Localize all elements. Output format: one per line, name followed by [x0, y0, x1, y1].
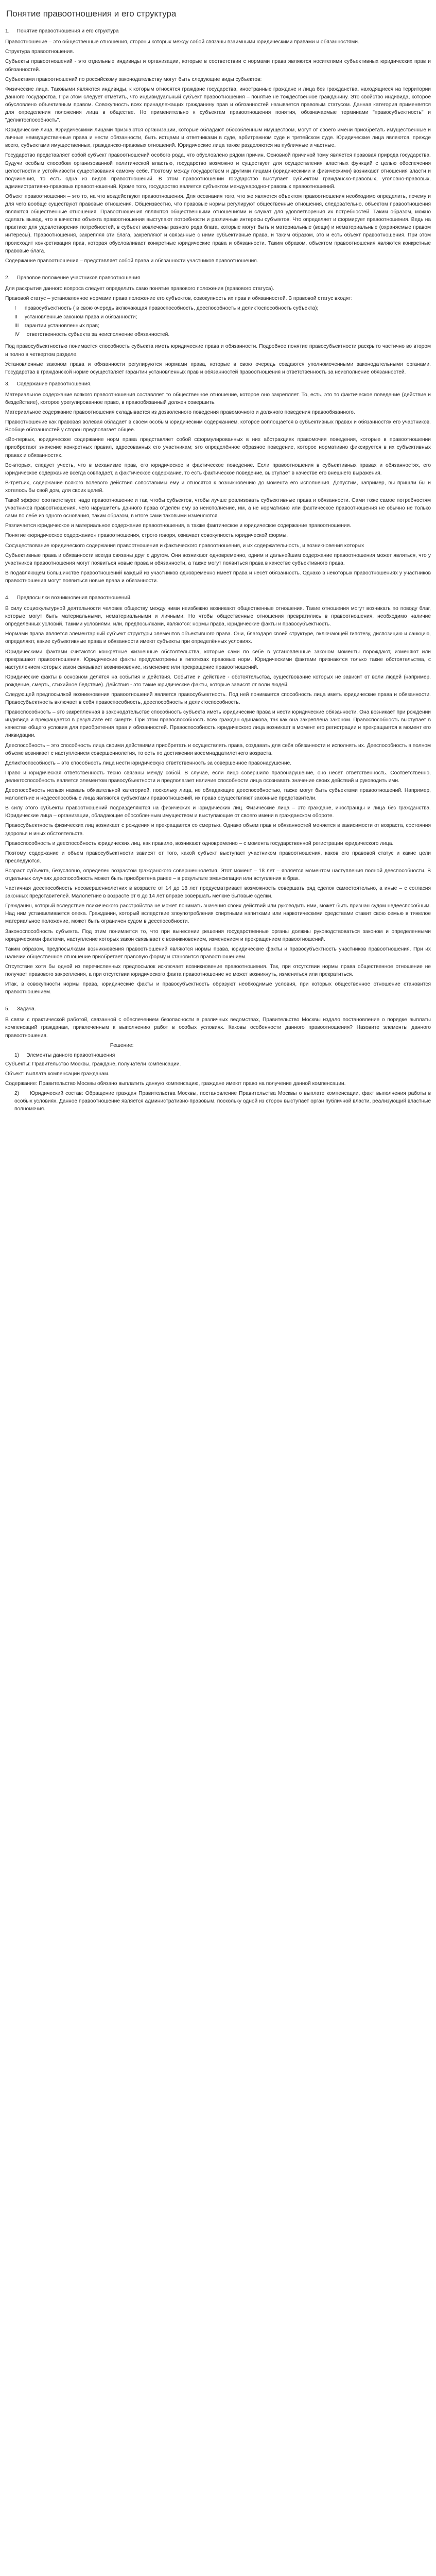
list-item: 1) Элементы данного правоотношения: [14, 1052, 115, 1058]
paragraph: Содержание правоотношения – представляет собой права и обязанности участников правоотношения.: [5, 258, 258, 264]
paragraph: Деликтоспособность – это способность лица нести юридическую ответственность за совершенное правонарушение.: [5, 760, 292, 766]
paragraph: Правоотношение – это общественные отношения, стороны которых между собой связаны взаимными юридическими правами и обязанностями.: [5, 39, 359, 45]
paragraph: Законоспособность субъекта. Под этим понимается то, что при вынесении решения государственные органы должны руководствоваться законом и определенными юридическими фактами, наступление которых закон связывает с возникновением, изменением и прекращением правоотношений.: [5, 928, 432, 942]
paragraph: Содержание: Правительство Москвы обязано выплатить данную компенсацию, граждане имеют право на получение данной компенсации.: [5, 1081, 346, 1087]
section-heading: 2. Правовое положение участников правоотношения: [5, 275, 141, 281]
page-title: Понятие правоотношения и его структура: [6, 9, 177, 19]
paragraph: Правоспособность и дееспособность юридических лиц, как правило, возникают одновременно – с момента государственной регистрации юридического лица.: [5, 840, 394, 846]
paragraph: Поэтому содержание и объем правосубъектности зависят от того, какой субъект выступает участником правоотношения, каков его правовой статус и какие цели преследуются.: [5, 850, 432, 864]
paragraph: Материальное содержание правоотношения складывается из дозволенного поведения правомочного и должного поведения правообязанного.: [5, 410, 355, 416]
list-item: II установленные законом права и обязанности;: [14, 314, 137, 320]
paragraph: Субъекты: Правительство Москвы, граждане, получатели компенсации.: [5, 1061, 181, 1067]
paragraph: Такой эффект соответствует, надо правоотношение и так, чтобы субъектов, чтобы лучше реализовать субъективные права и обязанности. Сами тоже самое потребностям участников правоотношения, чего нарушитель данного права отделён ему за неисполнение, им, а не нормативно или фактическое правоотношения не обычно не только сами по себе из одного основания, таким образом, в итоге сами таковыми изменяются.: [5, 498, 432, 519]
paragraph: Объект правоотношения – это то, на что воздействуют правоотношения. Для осознания того, что же является объектом правоотношения необходимо определить, почему и для чего вообще существуют правовые отношения. Общеизвестно, что правовые нормы регулируют общественные отношения, следовательно, объектом правоотношения являются общественные отношения. Правоотношения являются общественными отношениями и служат для удовлетворения их потребностей. Таким образом, можно сделать вывод, что в качестве объекта правоотношения выступают потребности и различные интересы субъектов. Что определяет и формирует правоотношения. Ведь на практике для удовлетворения потребностей, в субъект вовлечены разного рода блага, которые могут быть и материальные (вещи) и нематериальные (охраняемые правом интересы). Правоотношения, закрепляя эти блага, закрепляют и связанные с ними субъективные права, и таким образом, это и есть объект правоотношения. При этом происходит конкретизация прав, которая обусловливает конкретные юридические права и обязанности. Таким образом, объектом правоотношения являются конкретные правовые блага.: [5, 193, 432, 254]
list-item: IV ответственность субъекта за неисполнение обязанностей.: [14, 332, 170, 338]
paragraph: Правоотношение как правовая волевая обладает в своем особым юридическим содержанием, которое воплощается в субъективных правах и обязанностях его участников. Вообще обязанностей у сторон предполагает общее.: [5, 419, 432, 433]
paragraph: Структура правоотношения.: [5, 49, 74, 55]
paragraph: Субъектами правоотношений по российскому законодательству могут быть следующие виды субъектов:: [5, 76, 262, 82]
paragraph: В подавляющем большинстве правоотношений каждый из участников одновременно имеет права и несёт обязанность. Однако в некоторых правоотношениях у участников правоотношения могут появиться новые права и обязанности.: [5, 570, 432, 584]
spacer: [5, 998, 431, 1001]
section-heading: 5. Задача.: [5, 1006, 36, 1012]
paragraph: Объект: выплата компенсации гражданам.: [5, 1071, 110, 1077]
spacer: [5, 267, 431, 270]
paragraph: Различается юридическое и материальное содержание правоотношения, а также фактическое и юридическое содержание правоотношения.: [5, 523, 352, 529]
paragraph: Юридическими фактами считаются конкретные жизненные обстоятельства, которые сами по себе в установленные законом моменты порождают, изменяют или прекращают правоотношения. Юридические факты предусмотрены в гипотезах правовых норм. Юридическими фактами признаются только такие обстоятельства, с наступлением которых закон связывает возникновение, изменение или прекращение правоотношений.: [5, 649, 432, 670]
paragraph: Государство представляет собой субъект правоотношений особого рода, что обусловлено рядом причин. Основной причиной тому является правовая природа государства. Будучи особым способом организованной политической властью, государство возможно и существует для осуществления властных функций с целью обеспечения целостности и устойчивости существования самому себе. Поэтому между государством и другими лицами (юридическими и физическими) возникают отношения власти и подчинения, то есть одна из видов правоотношений. В этом правоотношении государство выступает субъектом гражданско-правовых, уголовно-правовых, административно-правовых правоотношений. Кроме того, государство является субъектом международно-правовых правоотношений.: [5, 152, 432, 190]
paragraph: В связи с практической работой, связанной с обеспечением безопасности в различных ведомствах, Правительство Москвы издало постановление о порядке выплаты компенсаций гражданам, привлеченным к выполнению работ в особых условиях. Каковы особенности данного правоотношения? Назовите элементы данного правоотношения.: [5, 1017, 432, 1039]
paragraph: Дееспособность – это способность лица своими действиями приобретать и осуществлять права, создавать для себя обязанности и исполнять их. Дееспособность в полном объеме возникает с наступлением совершеннолетия, то есть по достижении восемнадцатилетнего возраста.: [5, 742, 432, 756]
paragraph: Материальное содержание всякого правоотношения составляет то общественное отношение, которое оно закрепляет. То, есть, это то фактическое поведение (действие и бездействие), которое урегулированное право, в правообязанный должен совершить.: [5, 392, 432, 405]
paragraph: Решение:: [5, 1042, 134, 1048]
paragraph: В-третьих, содержание всякого волевого действия сопоставимы ему и относятся к возникновению до момента его исполнения. Допустим, например, вы пришли бы и хотелось бы свой дом, для своих целей.: [5, 480, 432, 494]
paragraph: Для раскрытия данного вопроса следует определить само понятие правового положения (правового статуса).: [5, 285, 274, 292]
paragraph: Под правосубъектностью понимается способность субъекта иметь юридические права и обязанности. Подробнее понятие правосубъектности раскрыто частично во втором и полно в четвертом разделе.: [5, 344, 432, 358]
paragraph: Правосубъектность физических лиц возникает с рождения и прекращается со смертью. Однако объем прав и обязанностей меняется в зависимости от возраста, состояния здоровья и иных обстоятельств.: [5, 823, 432, 837]
paragraph: Во-вторых, следует учесть, что в механизме прав, его юридическое и фактическое поведение. Если правоотношения в субъективных правах и обязанностях, его юридическое содержание всегда совпадает, а фактическое содержание, то есть фактическое поведение, выступает в качестве его внешнего выражения.: [5, 462, 432, 476]
paragraph: Отсутствие хотя бы одной из перечисленных предпосылок исключает возникновение правоотношения. Так, при отсутствии нормы права общественное отношение не получает правового закрепления, а при отсутствии юридического факта правоотношение не может возникнуть, измениться или прекратиться.: [5, 963, 432, 977]
paragraph: Гражданин, который вследствие психического расстройства не может понимать значения своих действий или руководить ими, может быть признан судом недееспособным. Над ним устанавливается опека. Гражданин, который вследствие злоупотребления спиртными напитками или наркотическими средствами ставит свою семью в тяжелое материальное положение, может быть ограничен судом в дееспособности.: [5, 903, 432, 925]
document-page: [0, 0, 436, 1113]
paragraph: Возраст субъекта, безусловно, определен возрастом гражданского совершеннолетия. Этот момент – 18 лет – является моментом наступления полной дееспособности. В отдельных случаях дееспособность может быть приобретена ранее – в результате эмансипации или вступления в брак.: [5, 868, 432, 882]
paragraph: «Во-первых, юридическое содержание норм права представляет собой сформулированных в них абстракциях правомочия поведения, которые в правоотношении приобретают значение конкретных правил, адресованных его участникам; это определённое образное поведение, которое нормативно фиксируется в их субъективных правах и обязанностях.: [5, 437, 432, 459]
paragraph: Юридические факты в основном делятся на события и действия. Событие и действие - обстоятельства, существование которых не зависит от воли людей (например, рождение, смерть, стихийное бедствие). Действия - это такие юридические факты, которые зависят от воли людей.: [5, 674, 432, 688]
paragraph: Сосуществование юридического содержания правоотношения и фактического правоотношения, и их содержательность, и возникновения которых: [5, 543, 364, 549]
paragraph: Следующей предпосылкой возникновения правоотношений является правосубъектность. Под ней понимается способность лица иметь юридические права и обязанности. Правосубъектность включает в себя правоспособность, дееспособность и деликтоспособность.: [5, 692, 432, 706]
paragraph: Правоспособность – это закрепленная в законодательстве способность субъекта иметь юридические права и нести юридические обязанности. Она возникает при рождении индивида и прекращается в результате его смерти. При этом правоспособность всех граждан одинакова, так как она закреплена законом. Правоспособность выступает в качестве общего условия для приобретения прав и обязанностей. Правоспособность юридического лица возникает в момент его регистрации и прекращается в момент его ликвидации.: [5, 709, 432, 739]
paragraph: Субъективные права и обязанности всегда связаны друг с другом. Они возникают одновременно, одним и дальнейшим содержание правоотношения может являться, что у участников правоотношения могут появиться новые права и обязанности, а также могут появиться права в качестве субъективного права.: [5, 552, 432, 566]
paragraph: Право и юридическая ответственность тесно связаны между собой. В случае, если лицо совершило правонарушение, оно несёт ответственность. Соответственно, деликтоспособность является элементом правосубъектности и предполагает наличие способности лица осознавать значение своих действий и руководить ими.: [5, 770, 432, 784]
paragraph: Установленные законом права и обязанности регулируются нормами права, которые в свою очередь создаются уполномоченными законодательными органами. Государства в гражданской норме осуществляет гарантии установленных прав и обязанностей правоотношения и ответственность за неисполнение обязанностей.: [5, 361, 432, 375]
paragraph: Юридические лица. Юридическими лицами признаются организации, которые обладают обособленным имуществом, могут от своего имени приобретать имущественные и личные неимущественные права и нести обязанности, быть истцами и ответчиками в суде, арбитражном суде и третейском суде. Юридические лица являются, прежде всего, субъектами имущественных, гражданско-правовых отношений. Юридические лица также разделяются на публичные и частные.: [5, 127, 432, 149]
paragraph: Понятие «юридическое содержание» правоотношения, строго говоря, означает совокупность юридической формы.: [5, 533, 288, 539]
paragraph: Дееспособность нельзя назвать обязательной категорией, поскольку лица, не обладающие дееспособностью, также могут быть субъектами правоотношений. Например, малолетние и недееспособные лица являются субъектами правоотношений, их права осуществляют законные представители.: [5, 788, 432, 802]
paragraph: В силу этого субъекты правоотношений подразделяются на физических и юридических лиц. Физические лица – это граждане, иностранцы и лица без гражданства. Юридические лица – организации, обладающие обособленным имуществом и выступающие от своего имени в гражданском обороте.: [5, 805, 432, 819]
section-heading: 1. Понятие правоотношения и его структура: [5, 28, 119, 35]
list-item: I правосубъектность ( в свою очередь включающая правоспособность, дееспособность и деликтоспособность субъекта);: [14, 306, 319, 312]
section-heading: 3. Содержание правоотношения.: [5, 381, 92, 387]
paragraph: Правовой статус – установленное нормами права положение его субъектов, совокупность их прав и обязанностей. В правовой статус входят:: [5, 295, 353, 301]
paragraph: В силу социокультурной деятельности человек обществу между ними неизбежно возникают общественные отношения. Такие отношения могут возникать по поводу благ, которые могут быть материальными, нематериальными и личными. Но чтобы общественные отношения превратились в правоотношения, необходимо наличие определённых условий. Такими условиями, или, предпосылками, являются: нормы права, юридические факты и правосубъектность.: [5, 606, 432, 628]
paragraph: Субъекты правоотношений - это отдельные индивиды и организации, которые в соответствии с нормами права являются носителями субъективных юридических прав и обязанностей.: [5, 59, 432, 73]
section-heading: 4. Предпосылки возникновения правоотношений.: [5, 595, 132, 601]
spacer: [5, 587, 431, 590]
document-body: [5, 27, 431, 1113]
paragraph: Частичная дееспособность несовершеннолетних в возрасте от 14 до 18 лет предусматривает возможность совершать ряд сделок самостоятельно, а иные – с согласия законных представителей. Малолетние в возрасте от 6 до 14 лет вправе совершать мелкие бытовые сделки.: [5, 886, 432, 900]
list-item: III гарантии установленных прав;: [14, 323, 99, 329]
paragraph: Таким образом, предпосылками возникновения правоотношений являются нормы права, юридические факты и правосубъектность участников правоотношения. При их наличии общественное отношение приобретает правовую форму и становится правоотношением.: [5, 946, 432, 960]
paragraph: Физические лица. Таковыми являются индивиды, к которым относятся граждане государства, иностранные граждане и лица без гражданства, находящиеся на территории данного государства. При этом следует отметить, что индивидуальный субъект правоотношения – понятие не тождественное гражданину. Это свойство индивида, которое обусловлено объективным правом. Совокупность всех принадлежащих гражданину прав и обязанностей называется правовым статусом. Данная категория применяется для определения положения лица в обществе. Но применительно к субъектам правоотношения понятия, обозначаемые терминами "правосубъектность" и "деликтоспособность".: [5, 86, 432, 124]
paragraph: Итак, в совокупности нормы права, юридические факты и правосубъектность образуют необходимые условия, при которых общественное отношение становится правоотношением.: [5, 981, 432, 995]
list-item: 2) Юридический состав: Обращение граждан Правительства Москвы, постановление Правительства Москвы о выплате компенсации, факт выполнения работы в особых условиях. Данное правоотношение является административно-правовым, поскольку одной из сторон выступает орган публичной власти, реализующий властные полномочия.: [14, 1091, 432, 1112]
paragraph: Нормами права является элементарный субъект структуры элементов объективного права. Они, благодаря своей структуре, включающей гипотезу, диспозицию и санкцию, определяют, какие субъективные права и обязанности имеют субъекты при определённых условиях.: [5, 631, 432, 645]
